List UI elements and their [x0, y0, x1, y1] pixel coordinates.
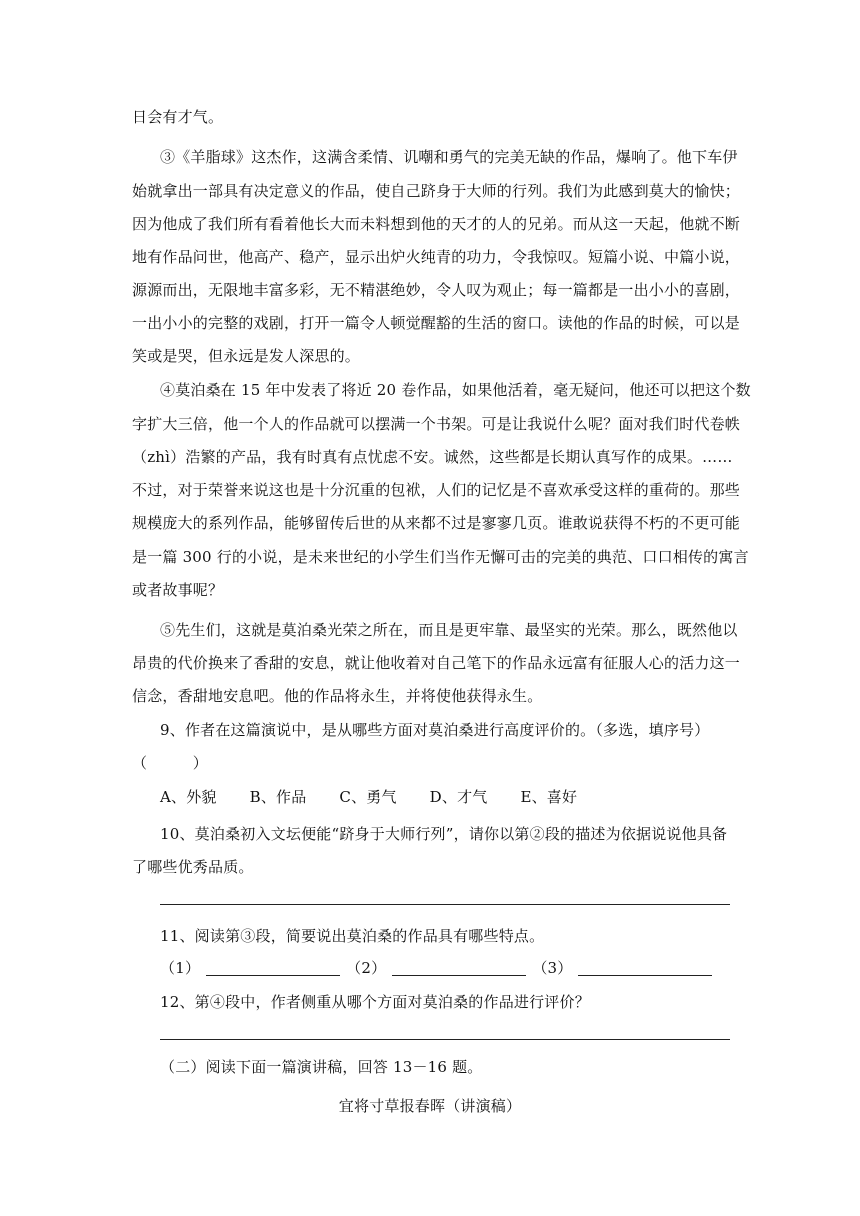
- option-b: B、作品: [249, 788, 307, 806]
- question-12: 12、第④段中，作者侧重从哪个方面对莫泊桑的作品进行评价？: [160, 993, 590, 1011]
- question-11: 11、阅读第③段，简要说出莫泊桑的作品具有哪些特点。: [160, 927, 545, 945]
- option-d: D、才气: [429, 788, 488, 806]
- paragraph-4-line: ④莫泊桑在 15 年中发表了将近 20 卷作品，如果他活着，毫无疑问，他还可以把这个数: [160, 381, 751, 399]
- blank-3-label: （3）: [532, 959, 573, 977]
- paragraph-4-line: 规模庞大的系列作品，能够留传后世的从来都不过是寥寥几页。谁敢说获得不朽的不更可能: [132, 514, 741, 532]
- blank-2: [392, 961, 526, 976]
- speech-title: 宜将寸草报春晖（讲演稿）: [338, 1097, 522, 1115]
- paragraph-3-line: 始就拿出一部具有决定意义的作品，使自己跻身于大师的行列。我们为此感到莫大的愉快；: [132, 182, 741, 200]
- paragraph-3-line: 笑或是哭，但永远是发人深思的。: [132, 347, 361, 365]
- paragraph-3-line: 地有作品问世，他高产、稳产，显示出炉火纯青的功力，令我惊叹。短篇小说、中篇小说，: [132, 248, 741, 266]
- question-10-cont: 了哪些优秀品质。: [132, 858, 254, 876]
- paragraph-3-line: 因为他成了我们所有看着他长大而未料想到他的天才的人的兄弟。而从这一天起，他就不断: [132, 215, 741, 233]
- blank-1: [206, 961, 340, 976]
- paragraph-4-line: 不过，对于荣誉来说这也是十分沉重的包袱，人们的记忆是不喜欢承受这样的重荷的。那些: [132, 481, 741, 499]
- answer-line-q12: [160, 1039, 730, 1040]
- paragraph-4-line: （zhì）浩繁的产品，我有时真有点忧虑不安。诚然，这些都是长期认真写作的成果。……: [132, 448, 733, 466]
- option-c: C、勇气: [339, 788, 397, 806]
- question-11-blanks: [160, 958, 732, 978]
- paragraph-4-line: 字扩大三倍，他一个人的作品就可以摆满一个书架。可是让我说什么呢？面对我们时代卷帙: [132, 415, 741, 433]
- paragraph-3-line: 一出小小的完整的戏剧，打开一篇令人顿觉醒豁的生活的窗口。读他的作品的时候，可以是: [132, 314, 741, 332]
- paragraph-5-line: 信念，香甜地安息吧。他的作品将永生，并将使他获得永生。: [132, 687, 543, 705]
- paragraph-2-end: 日会有才气。: [132, 108, 224, 126]
- question-9: 9、作者在这篇演说中，是从哪些方面对莫泊桑进行高度评价的。（多选，填序号）: [160, 721, 710, 739]
- question-9-options: [160, 787, 732, 807]
- answer-line-q10: [160, 904, 730, 905]
- paragraph-5-line: 昂贵的代价换来了香甜的安息，就让他收着对自己笔下的作品永远富有征服人心的活力这一: [132, 654, 741, 672]
- paragraph-3-line: ③《羊脂球》这杰作，这满含柔情、讥嘲和勇气的完美无缺的作品，爆响了。他下车伊: [160, 148, 738, 166]
- section-2-intro: （二）阅读下面一篇演讲稿，回答 13－16 题。: [160, 1058, 483, 1076]
- question-9-answer-bracket: （ ）: [132, 754, 209, 772]
- paragraph-5-line: ⑤先生们，这就是莫泊桑光荣之所在，而且是更牢靠、最坚实的光荣。那么，既然他以: [160, 621, 738, 639]
- blank-3: [578, 961, 712, 976]
- paragraph-3-line: 源源而出，无限地丰富多彩，无不精湛绝妙，令人叹为观止；每一篇都是一出小小的喜剧，: [132, 281, 741, 299]
- paragraph-4-line: 或者故事呢？: [132, 581, 224, 599]
- paragraph-4-line: 是一篇 300 行的小说，是未来世纪的小学生们当作无懈可击的完美的典范、口口相传的寓言: [132, 548, 749, 566]
- blank-1-label: （1）: [160, 959, 201, 977]
- option-a: A、外貌: [160, 788, 217, 806]
- question-10: 10、莫泊桑初入文坛便能“跻身于大师行列”，请你以第②段的描述为依据说说他具备: [160, 825, 728, 843]
- blank-2-label: （2）: [346, 959, 387, 977]
- option-e: E、喜好: [520, 788, 578, 806]
